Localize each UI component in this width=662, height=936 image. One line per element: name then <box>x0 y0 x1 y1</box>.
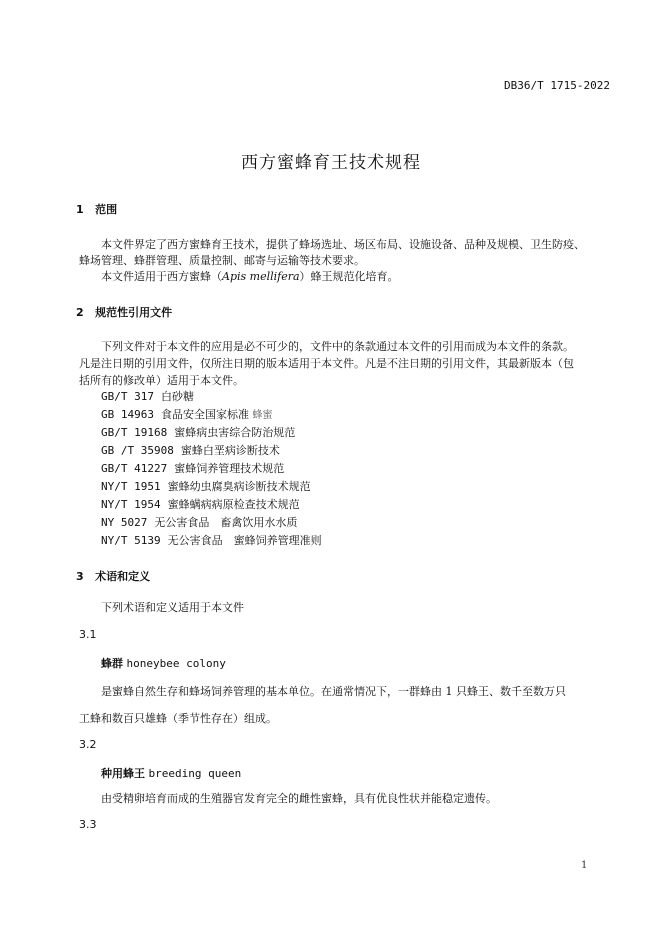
term-heading <box>101 765 241 781</box>
section-1-heading <box>76 201 117 217</box>
latin-name: Apis mellifera <box>222 270 300 283</box>
references-intro-line-2: 凡是注日期的引用文件，仅所注日期的版本适用于本文件。凡是不注日期的引用文件，其最新版本（包 <box>79 357 574 370</box>
reference-code: GB /T 35908 <box>101 444 174 457</box>
reference-name: 无公害食品 蜜蜂饲养管理准则 <box>167 534 322 547</box>
term-english: breeding queen <box>148 767 242 780</box>
reference-item <box>101 479 311 494</box>
scope-paragraph-2: 本文件适用于西方蜜蜂（Apis mellifera）蜂王规范化培育。 <box>101 270 399 283</box>
reference-extra: 蜂蜜 <box>252 410 273 421</box>
term-heading <box>101 655 226 671</box>
references-intro-line-1: 下列文件对于本文件的应用是必不可少的，文件中的条款通过本文件的引用而成为本文件的条款。 <box>101 340 574 353</box>
section-title: 规范性引用文件 <box>95 306 173 319</box>
reference-item <box>101 443 280 458</box>
reference-code: NY/T 1951 <box>101 480 161 493</box>
section-number: 1 <box>76 203 84 216</box>
reference-code: NY/T 1954 <box>101 498 161 511</box>
term-definition-line-1: 由受精卵培育而成的生殖器官发育完全的雌性蜜蜂，具有优良性状并能稳定遗传。 <box>101 792 497 805</box>
document-title: 西方蜜蜂育王技术规程 <box>241 153 421 173</box>
reference-code: GB/T 19168 <box>101 426 168 439</box>
term-definition-line-1: 是蜜蜂自然生存和蜂场饲养管理的基本单位。在通常情况下，一群蜂由 1 只蜂王、数千至数万只 <box>101 685 566 698</box>
reference-code: GB/T 41227 <box>101 462 168 475</box>
reference-item <box>101 461 284 476</box>
reference-item <box>101 389 194 404</box>
reference-item <box>101 515 297 530</box>
section-title: 术语和定义 <box>95 570 151 583</box>
section-3-heading <box>76 568 150 584</box>
reference-name: 蜜蜂饲养管理技术规范 <box>174 462 285 475</box>
reference-name: 无公害食品 畜禽饮用水水质 <box>154 516 298 529</box>
reference-name: 食品安全国家标准 <box>160 408 249 421</box>
reference-name: 蜜蜂病虫害综合防治规范 <box>174 426 296 439</box>
reference-code: GB 14963 <box>101 408 154 421</box>
reference-name: 蜜蜂幼虫腐臭病诊断技术规范 <box>167 480 311 493</box>
terms-intro: 下列术语和定义适用于本文件 <box>101 601 244 614</box>
reference-code: NY 5027 <box>101 516 148 529</box>
reference-name: 蜜蜂螨病病原检查技术规范 <box>167 498 300 511</box>
section-2-heading <box>76 304 172 320</box>
reference-item <box>101 407 272 423</box>
section-number: 2 <box>76 306 84 319</box>
reference-name: 白砂糖 <box>160 390 194 403</box>
scope-paragraph-line-2: 蜂场管理、蜂群管理、质量控制、邮寄与运输等技术要求。 <box>79 254 365 267</box>
reference-code: GB/T 317 <box>101 390 154 403</box>
references-intro-line-3: 括所有的修改单）适用于本文件。 <box>79 374 244 387</box>
reference-item <box>101 497 300 512</box>
section-title: 范围 <box>95 203 118 216</box>
document-code: DB36/T 1715-2022 <box>504 79 610 92</box>
reference-code: NY/T 5139 <box>101 534 161 547</box>
reference-name: 蜜蜂白垩病诊断技术 <box>180 444 280 457</box>
scope-paragraph-line-1: 本文件界定了西方蜜蜂育王技术，提供了蜂场选址、场区布局、设施设备、品种及规模、卫生防疫、 <box>101 238 585 251</box>
reference-item <box>101 533 322 548</box>
term-definition-line-2: 工蜂和数百只雄蜂（季节性存在）组成。 <box>79 712 277 725</box>
term-number: 3.1 <box>79 628 97 641</box>
term-english: honeybee colony <box>126 657 226 670</box>
term-chinese: 种用蜂王 <box>101 767 145 780</box>
page-number: 1 <box>581 860 588 871</box>
term-chinese: 蜂群 <box>101 657 123 670</box>
section-number: 3 <box>76 570 84 583</box>
term-number: 3.3 <box>79 818 97 831</box>
term-number: 3.2 <box>79 738 97 751</box>
reference-item <box>101 425 295 440</box>
